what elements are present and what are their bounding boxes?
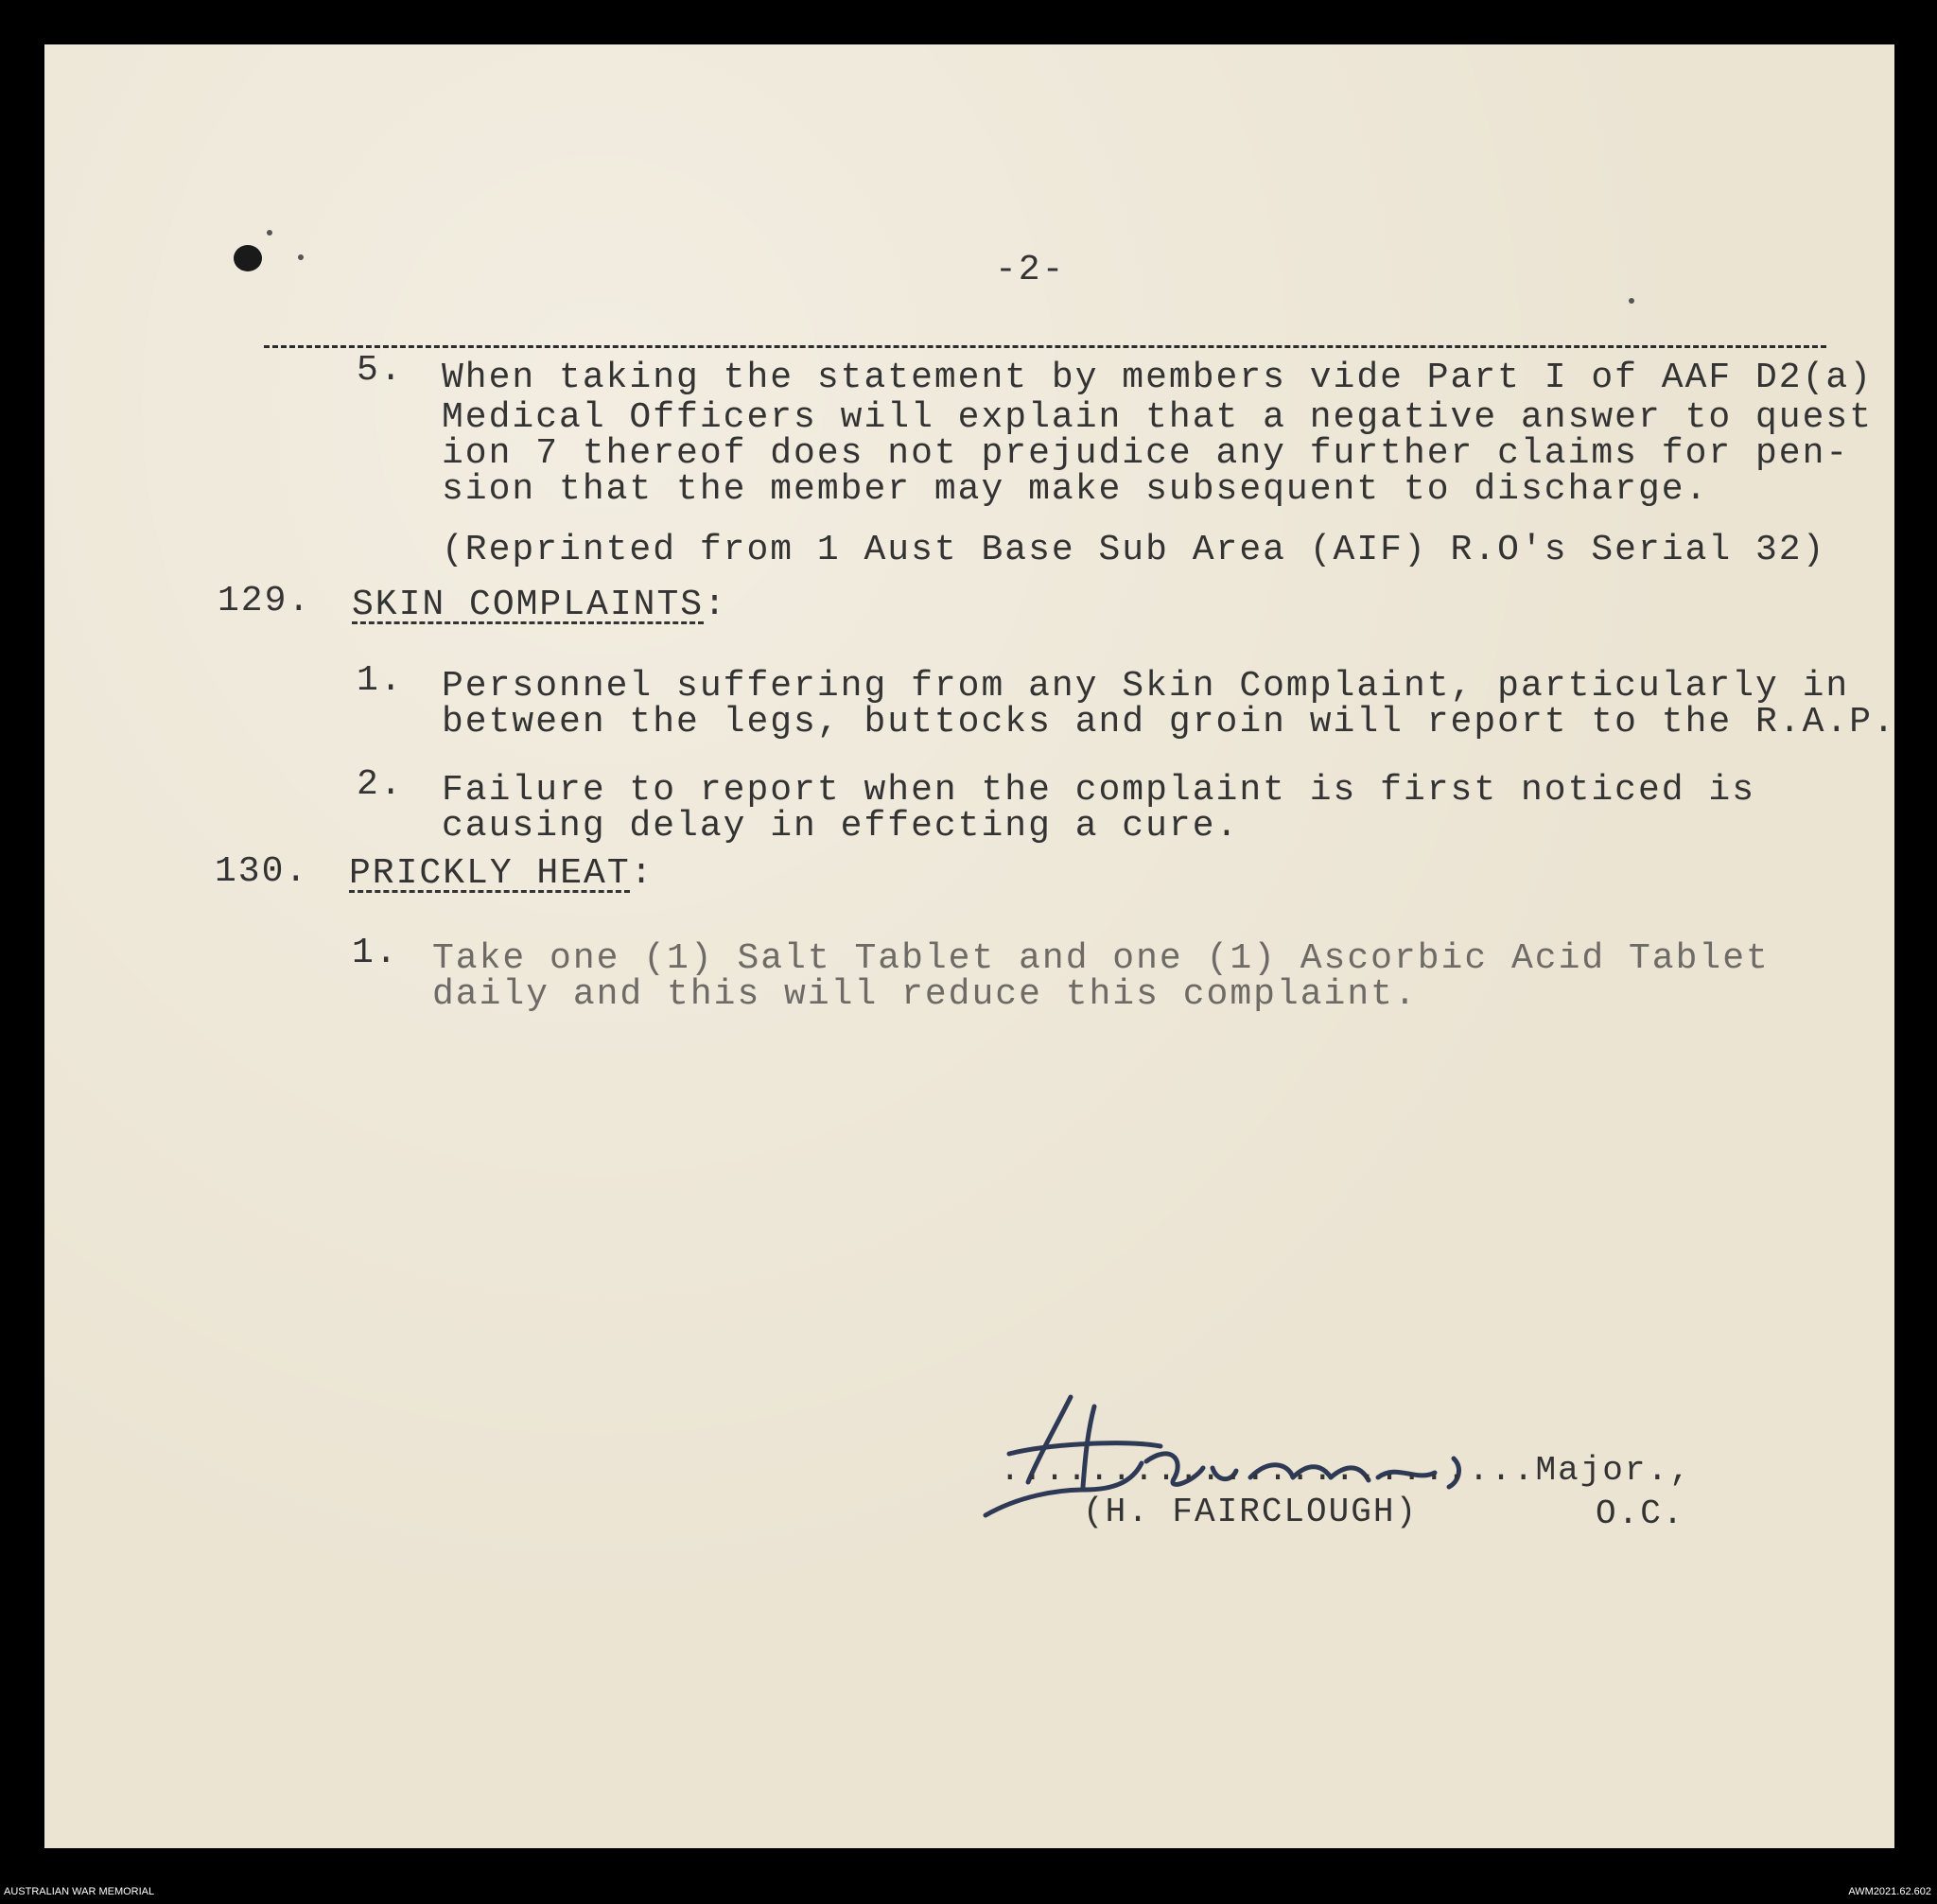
section-number: 129. bbox=[218, 581, 312, 621]
reprint-note: (Reprinted from 1 Aust Base Sub Area (AIF) R.O's Serial 32) bbox=[442, 530, 1826, 570]
item-number: 1. bbox=[357, 660, 404, 701]
header-rule bbox=[264, 345, 1826, 348]
punch-hole bbox=[234, 245, 262, 271]
paper-speck bbox=[267, 230, 272, 236]
item-text-line: causing delay in effecting a cure. bbox=[442, 806, 1240, 847]
item-number: 1. bbox=[352, 933, 399, 973]
item-text-line: sion that the member may make subsequent to discharge. bbox=[442, 469, 1709, 510]
item-text-line: Medical Officers will explain that a negative answer to quest bbox=[442, 397, 1874, 438]
paper-speck bbox=[298, 254, 304, 260]
item-number: 5. bbox=[357, 350, 404, 391]
section-heading: PRICKLY HEAT: bbox=[349, 853, 654, 894]
item-text-line: daily and this will reduce this complaint. bbox=[432, 974, 1418, 1015]
footer-accession: AWM2021.62.602 bbox=[1848, 1886, 1931, 1897]
item-text-line: Failure to report when the complaint is first noticed is bbox=[442, 770, 1756, 811]
section-heading-text: PRICKLY HEAT bbox=[349, 853, 631, 894]
page-number: -2- bbox=[995, 250, 1066, 290]
signature-rank-line: ........................Major., bbox=[1000, 1451, 1692, 1490]
footer-source: AUSTRALIAN WAR MEMORIAL bbox=[4, 1886, 155, 1897]
item-text-line: Take one (1) Salt Tablet and one (1) Ascorbic Acid Tablet bbox=[432, 938, 1770, 979]
item-number: 2. bbox=[357, 764, 404, 805]
signatory-name: (H. FAIRCLOUGH) bbox=[1083, 1493, 1419, 1531]
signatory-appointment: O.C. bbox=[1596, 1494, 1685, 1533]
section-heading: SKIN COMPLAINTS: bbox=[352, 585, 727, 625]
item-text-line: between the legs, buttocks and groin will report to the R.A.P. bbox=[442, 702, 1896, 742]
item-text-line: Personnel suffering from any Skin Complaint, particularly in bbox=[442, 666, 1850, 707]
item-text-line: ion 7 thereof does not prejudice any further claims for pen- bbox=[442, 433, 1850, 474]
paper-speck bbox=[1629, 298, 1634, 304]
item-text-line: When taking the statement by members vide Part I of AAF D2(a) bbox=[442, 358, 1874, 398]
document-page bbox=[44, 44, 1894, 1848]
section-number: 130. bbox=[215, 851, 309, 892]
section-heading-text: SKIN COMPLAINTS bbox=[352, 585, 705, 625]
